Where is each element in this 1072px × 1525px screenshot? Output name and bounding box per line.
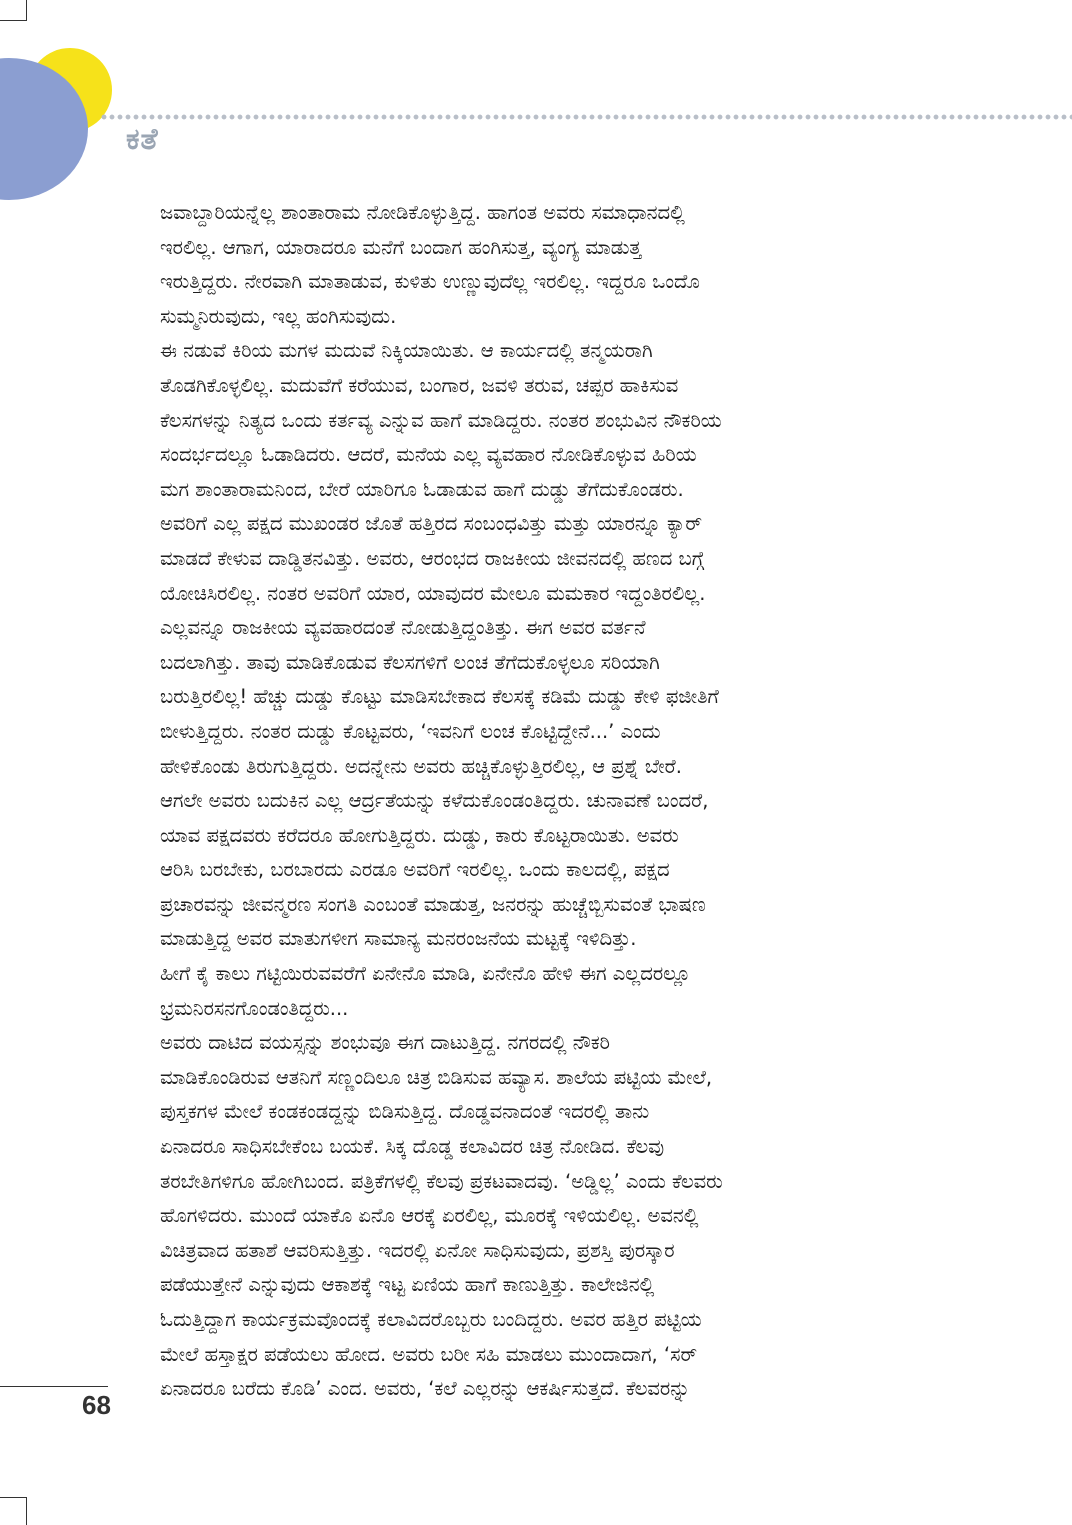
paragraph-2: ಈ ನಡುವೆ ಕಿರಿಯ ಮಗಳ ಮದುವೆ ನಿಕ್ಕಿಯಾಯಿತು. ಆ ಕಾರ್ಯದಲ್ಲಿ ತನ್ಮಯರಾಗಿ ತೊಡಗಿಕೊಳ್ಳಲಿಲ್ಲ. ಮದುವೆಗೆ ಕರೆಯುವ, ಬಂಗಾರ, ಜವಳಿ ತರುವ, ಚಪ್ಪರ ಹಾಕಿಸುವ ಕೆಲಸಗಳನ್ನು ನಿತ್ಯದ ಒಂದು ಕರ್ತವ್ಯ ಎನ್ನುವ ಹಾಗೆ ಮಾಡಿದ್ದರು. ನಂತರ ಶಂಭುವಿನ ನೌಕರಿಯ ಸಂದರ್ಭದಲ್ಲೂ ಓಡಾಡಿದರು. ಆದರೆ, ಮನೆಯ ಎಲ್ಲ ವ್ಯವಹಾರ ನೋಡಿಕೊಳ್ಳುವ ಹಿರಿಯ ಮಗ ಶಾಂತಾರಾಮನಿಂದ, ಬೇರೆ ಯಾರಿಗೂ ಓಡಾಡುವ ಹಾಗೆ ದುಡ್ಡು ತೆಗೆದುಕೊಂಡರು. ಅವರಿಗೆ ಎಲ್ಲ ಪಕ್ಷದ ಮುಖಂಡರ ಜೊತೆ ಹತ್ತಿರದ ಸಂಬಂಧವಿತ್ತು ಮತ್ತು ಯಾರನ್ನೂ ಕ್ಯಾರ್ ಮಾಡದೆ ಕೇಳುವ ದಾಡ್ಡಿತನವಿತ್ತು. ಅವರು, ಆರಂಭದ ರಾಜಕೀಯ ಜೀವನದಲ್ಲಿ ಹಣದ ಬಗ್ಗೆ ಯೋಚಿಸಿರಲಿಲ್ಲ. ನಂತರ ಅವರಿಗೆ ಯಾರ, ಯಾವುದರ ಮೇಲೂ ಮಮಕಾರ ಇದ್ದಂತಿರಲಿಲ್ಲ. ಎಲ್ಲವನ್ನೂ ರಾಜಕೀಯ ವ್ಯವಹಾರದಂತೆ ನೋಡುತ್ತಿದ್ದಂತಿತ್ತು. ಈಗ ಅವರ ವರ್ತನೆ ಬದಲಾಗಿತ್ತು. ತಾವು ಮಾಡಿಕೊಡುವ ಕೆಲಸಗಳಿಗೆ ಲಂಚ ತೆಗೆದುಕೊಳ್ಳಲೂ ಸರಿಯಾಗಿ ಬರುತ್ತಿರಲಿಲ್ಲ! ಹೆಚ್ಚು ದುಡ್ಡು ಕೊಟ್ಟು ಮಾಡಿಸಬೇಕಾದ ಕೆಲಸಕ್ಕೆ ಕಡಿಮೆ ದುಡ್ಡು ಕೇಳಿ ಫಜೀತಿಗೆ ಬೀಳುತ್ತಿದ್ದರು. ನಂತರ ದುಡ್ಡು ಕೊಟ್ಟವರು, ‘ಇವನಿಗೆ ಲಂಚ ಕೊಟ್ಟಿದ್ದೇನೆ...’ ಎಂದು ಹೇಳಿಕೊಂಡು ತಿರುಗುತ್ತಿದ್ದರು. ಅದನ್ನೇನು ಅವರು ಹಚ್ಚಿಕೊಳ್ಳುತ್ತಿರಲಿಲ್ಲ, ಆ ಪ್ರಶ್ನೆ ಬೇರೆ. ಆಗಲೇ ಅವರು ಬದುಕಿನ ಎಲ್ಲ ಆರ್ದ್ರತೆಯನ್ನು ಕಳೆದುಕೊಂಡಂತಿದ್ದರು. ಚುನಾವಣೆ ಬಂದರೆ, ಯಾವ ಪಕ್ಷದವರು ಕರೆದರೂ ಹೋಗುತ್ತಿದ್ದರು. ದುಡ್ಡು, ಕಾರು ಕೊಟ್ಟರಾಯಿತು. ಅವರು ಆರಿಸಿ ಬರಬೇಕು, ಬರಬಾರದು ಎರಡೂ ಅವರಿಗೆ ಇರಲಿಲ್ಲ. ಒಂದು ಕಾಲದಲ್ಲಿ, ಪಕ್ಷದ ಪ್ರಚಾರವನ್ನು ಜೀವನ್ಮರಣ ಸಂಗತಿ ಎಂಬಂತೆ ಮಾಡುತ್ತ, ಜನರನ್ನು ಹುಚ್ಚೆಬ್ಬಿಸುವಂತೆ ಭಾಷಣ ಮಾಡುತ್ತಿದ್ದ ಅವರ ಮಾತುಗಳೀಗ ಸಾಮಾನ್ಯ ಮನರಂಜನೆಯ ಮಟ್ಟಕ್ಕೆ ಇಳಿದಿತ್ತು. <box>160 339 722 951</box>
crop-mark-top-left-horizontal <box>0 20 27 21</box>
paragraph-4: ಅವರು ದಾಟಿದ ವಯಸ್ಸನ್ನು ಶಂಭುವೂ ಈಗ ದಾಟುತ್ತಿದ್ದ. ನಗರದಲ್ಲಿ ನೌಕರಿ ಮಾಡಿಕೊಂಡಿರುವ ಆತನಿಗೆ ಸಣ್ಣಂದಿಲೂ ಚಿತ್ರ ಬಿಡಿಸುವ ಹವ್ಯಾಸ. ಶಾಲೆಯ ಪಟ್ಟಿಯ ಮೇಲೆ, ಪುಸ್ತಕಗಳ ಮೇಲೆ ಕಂಡಕಂಡದ್ದನ್ನು ಬಿಡಿಸುತ್ತಿದ್ದ. ದೊಡ್ಡವನಾದಂತೆ ಇದರಲ್ಲಿ ತಾನು ಏನಾದರೂ ಸಾಧಿಸಬೇಕೆಂಬ ಬಯಕೆ. ಸಿಕ್ಕ ದೊಡ್ಡ ಕಲಾವಿದರ ಚಿತ್ರ ನೋಡಿದ. ಕೆಲವು ತರಬೇತಿಗಳಿಗೂ ಹೋಗಿಬಂದ. ಪತ್ರಿಕೆಗಳಲ್ಲಿ ಕೆಲವು ಪ್ರಕಟವಾದವು. ‘ಅಡ್ಡಿಲ್ಲ’ ಎಂದು ಕೆಲವರು ಹೊಗಳಿದರು. ಮುಂದೆ ಯಾಕೊ ಏನೊ ಆರಕ್ಕೆ ಏರಲಿಲ್ಲ, ಮೂರಕ್ಕೆ ಇಳಿಯಲಿಲ್ಲ. ಅವನಲ್ಲಿ ವಿಚಿತ್ರವಾದ ಹತಾಶೆ ಆವರಿಸುತ್ತಿತ್ತು. ಇದರಲ್ಲಿ ಏನೋ ಸಾಧಿಸುವುದು, ಪ್ರಶಸ್ತಿ ಪುರಸ್ಕಾರ ಪಡೆಯುತ್ತೇನೆ ಎನ್ನುವುದು ಆಕಾಶಕ್ಕೆ ಇಟ್ಟ ಏಣಿಯ ಹಾಗೆ ಕಾಣುತ್ತಿತ್ತು. ಕಾಲೇಜಿನಲ್ಲಿ ಓದುತ್ತಿದ್ದಾಗ ಕಾರ್ಯಕ್ರಮವೊಂದಕ್ಕೆ ಕಲಾವಿದರೊಬ್ಬರು ಬಂದಿದ್ದರು. ಅವರ ಹತ್ತಿರ ಪಟ್ಟಿಯ ಮೇಲೆ ಹಸ್ತಾಕ್ಷರ ಪಡೆಯಲು ಹೋದ. ಅವರು ಬರೀ ಸಹಿ ಮಾಡಲು ಮುಂದಾದಾಗ, ‘ಸರ್ ಏನಾದರೂ ಬರೆದು ಕೊಡಿ’ ಎಂದ. ಅವರು, ‘ಕಲೆ ಎಲ್ಲರನ್ನು ಆಕರ್ಷಿಸುತ್ತದೆ. ಕೆಲವರನ್ನು <box>160 1031 723 1401</box>
page-number: 68 <box>82 1390 111 1420</box>
dotted-header-rule <box>100 114 1072 120</box>
crop-mark-top-left-vertical <box>26 0 27 20</box>
paragraph-3: ಹೀಗೆ ಕೈ ಕಾಲು ಗಟ್ಟಿಯಿರುವವರೆಗೆ ಏನೇನೊ ಮಾಡಿ, ಏನೇನೊ ಹೇಳಿ ಈಗ ಎಲ್ಲದರಲ್ಲೂ ಭ್ರಮನಿರಸನಗೊಂಡಂತಿದ್ದರು... <box>160 962 691 1020</box>
paragraph-1: ಜವಾಬ್ದಾರಿಯನ್ನೆಲ್ಲ ಶಾಂತಾರಾಮ ನೋಡಿಕೊಳ್ಳುತ್ತಿದ್ದ. ಹಾಗಂತ ಅವರು ಸಮಾಧಾನದಲ್ಲಿ ಇರಲಿಲ್ಲ. ಆಗಾಗ, ಯಾರಾದರೂ ಮನೆಗೆ ಬಂದಾಗ ಹಂಗಿಸುತ್ತ, ವ್ಯಂಗ್ಯ ಮಾಡುತ್ತ ಇರುತ್ತಿದ್ದರು. ನೇರವಾಗಿ ಮಾತಾಡುವ, ಕುಳಿತು ಉಣ್ಣುವುದೆಲ್ಲ ಇರಲಿಲ್ಲ. ಇದ್ದರೂ ಒಂದೊ ಸುಮ್ಮನಿರುವುದು, ಇಲ್ಲ ಹಂಗಿಸುವುದು. <box>160 201 700 328</box>
crop-mark-bottom-left-horizontal <box>0 1497 27 1498</box>
page-number-rule <box>0 1386 108 1387</box>
crop-mark-bottom-left-vertical <box>26 1497 27 1525</box>
section-label: ಕತೆ <box>126 122 159 157</box>
story-body <box>160 196 920 1407</box>
